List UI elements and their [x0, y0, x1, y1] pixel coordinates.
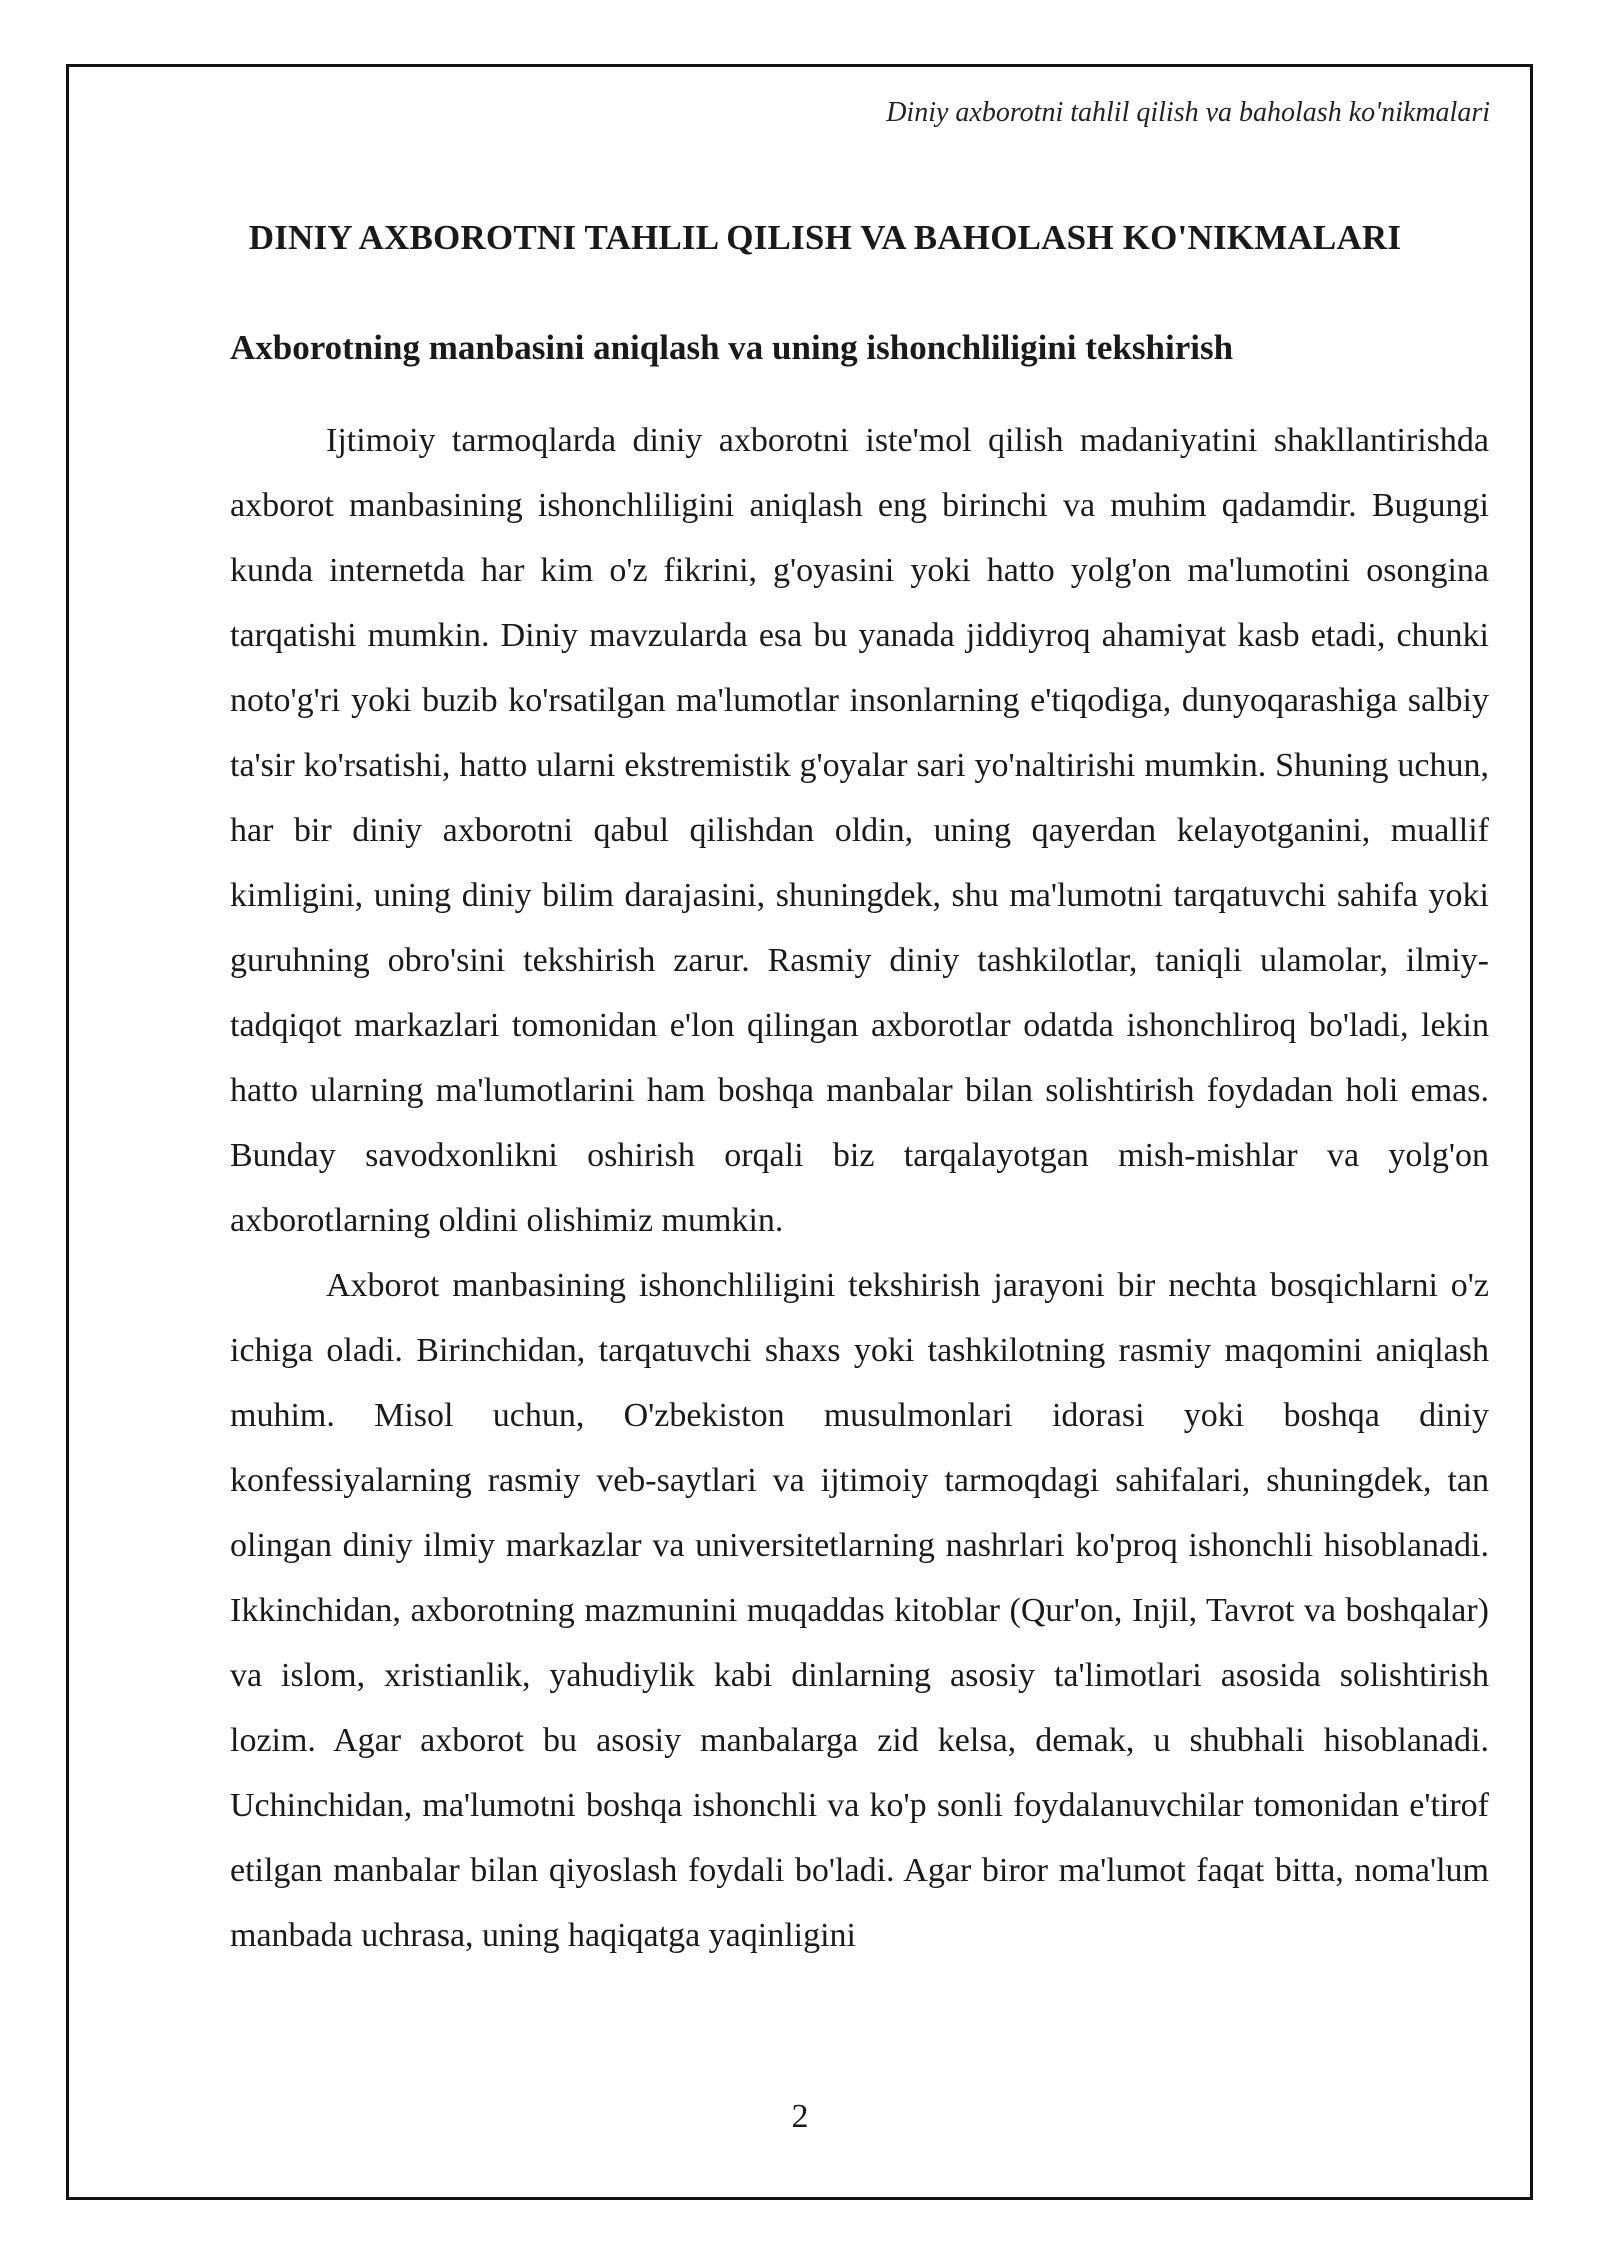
section-heading: Axborotning manbasini aniqlash va uning ishonchliligini tekshirish	[230, 328, 1234, 367]
paragraph: Ijtimoiy tarmoqlarda diniy axborotni iste'mol qilish madaniyatini shakllantirishda axborot manbasining ishonchliligini aniqlash eng birinchi va muhim qadamdir. Bugungi kunda internetda har kim o'z fikrini, g'oyasini yoki hatto yolg'on ma'lumotini osongina tarqatishi mumkin. Diniy mavzularda esa bu yanada jiddiyroq ahamiyat kasb etadi, chunki noto'g'ri yoki buzib ko'rsatilgan ma'lumotlar insonlarning e'tiqodiga, dunyoqarashiga salbiy ta'sir ko'rsatishi, hatto ularni ekstremistik g'oyalar sari yo'naltirishi mumkin. Shuning uchun, har bir diniy axborotni qabul qilishdan oldin, uning qayerdan kelayotganini, muallif kimligini, uning diniy bilim darajasini, shuningdek, shu ma'lumotni tarqatuvchi sahifa yoki guruhning obro'sini tekshirish zarur. Rasmiy diniy tashkilotlar, taniqli ulamolar, ilmiy-tadqiqot markazlari tomonidan e'lon qilingan axborotlar odatda ishonchliroq bo'ladi, lekin hatto ularning ma'lumotlarini ham boshqa manbalar bilan solishtirish foydadan holi emas. Bunday savodxonlikni oshirish orqali biz tarqalayotgan mish-mishlar va yolg'on axborotlarning oldini olishimiz mumkin.	[230, 422, 1489, 1239]
document-title: DINIY AXBOROTNI TAHLIL QILISH VA BAHOLASH KO'NIKMALARI	[248, 218, 1402, 257]
paragraph: Axborot manbasining ishonchliligini tekshirish jarayoni bir nechta bosqichlarni o'z ichiga oladi. Birinchidan, tarqatuvchi shaxs yoki tashkilotning rasmiy maqomini aniqlash muhim. Misol uchun, O'zbekiston musulmonlari idorasi yoki boshqa diniy konfessiyalarning rasmiy veb-saytlari va ijtimoiy tarmoqdagi sahifalari, shuningdek, tan olingan diniy ilmiy markazlar va universitetlarning nashrlari ko'proq ishonchli hisoblanadi. Ikkinchidan, axborotning mazmunini muqaddas kitoblar (Qur'on, Injil, Tavrot va boshqalar) va islom, xristianlik, yahudiylik kabi dinlarning asosiy ta'limotlari asosida solishtirish lozim. Agar axborot bu asosiy manbalarga zid kelsa, demak, u shubhali hisoblanadi. Uchinchidan, ma'lumotni boshqa ishonchli va ko'p sonli foydalanuvchilar tomonidan e'tirof etilgan manbalar bilan qiyoslash foydali bo'ladi. Agar biror ma'lumot faqat bitta, noma'lum manbada uchrasa, uning haqiqatga yaqinligini	[230, 1267, 1489, 1954]
running-header: Diniy axborotni tahlil qilish va baholash ko'nikmalari	[886, 97, 1490, 128]
body-text	[230, 408, 1489, 1968]
page-number: 2	[791, 2098, 809, 2135]
